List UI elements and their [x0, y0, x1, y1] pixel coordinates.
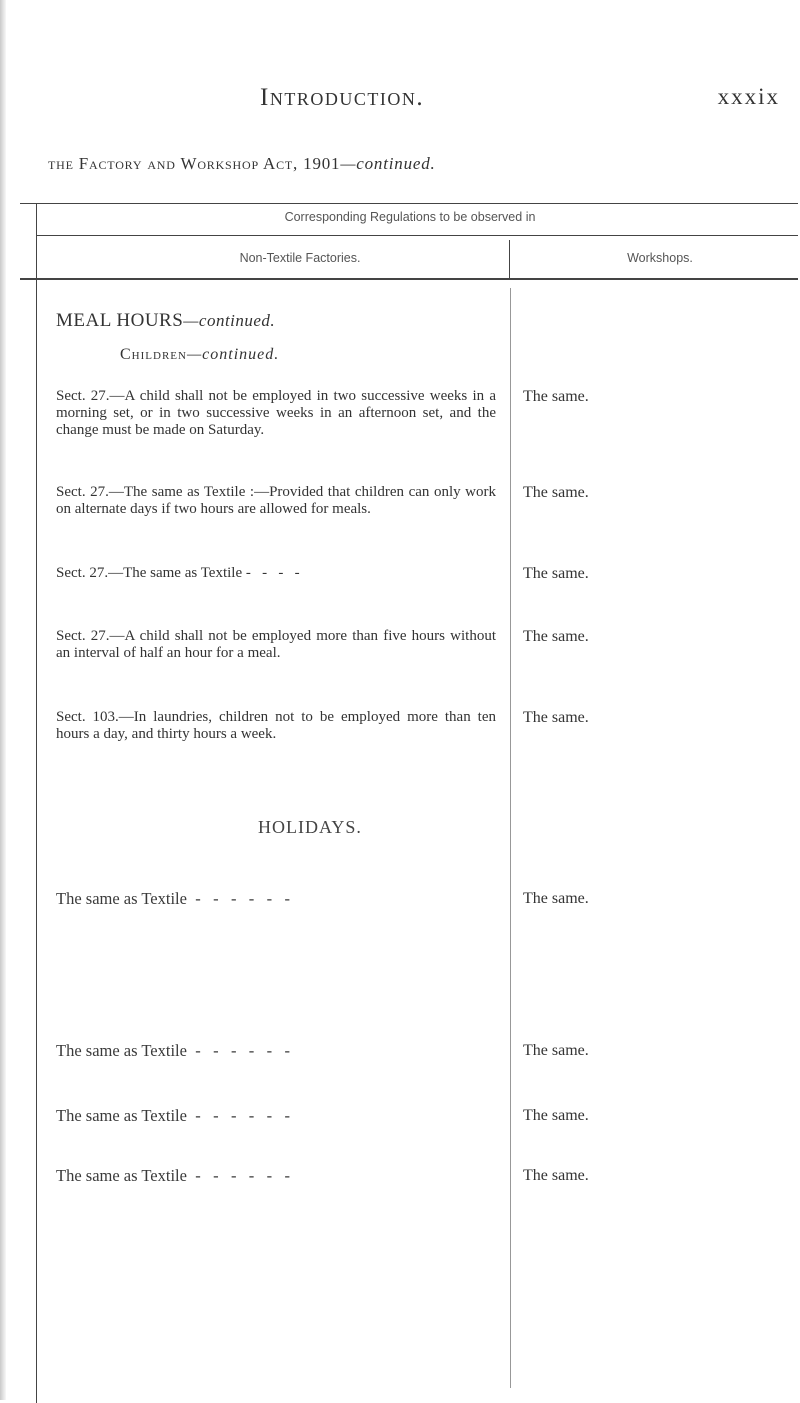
column-divider-body: [510, 288, 511, 1388]
book-edge: [0, 0, 6, 1400]
table-top-rule: [20, 203, 798, 204]
page-number: xxxix: [717, 84, 780, 109]
column-header-non-textile: Non-Textile Factories.: [239, 251, 361, 265]
workshop-text: The same.: [523, 709, 589, 726]
column-divider-header: [509, 240, 510, 278]
meal-hours-label: MEAL HOURS: [56, 310, 184, 331]
provision-text: The same as Textile - - - - - -: [56, 1106, 291, 1125]
header-bottom-rule: [20, 278, 798, 280]
workshop-text: The same.: [523, 565, 589, 582]
provision-text: The same as Textile - - - - - -: [56, 889, 291, 908]
workshop-text: The same.: [523, 1167, 589, 1184]
children-continued: —continued.: [186, 346, 280, 363]
provision-text: Sect. 27.—A child shall not be employed in two successive weeks in a morning set, or in two successive weeks in an afternoon set, and the change must be made on Saturday.: [56, 388, 496, 438]
workshop-text: The same.: [523, 890, 589, 907]
workshop-text: The same.: [523, 1107, 589, 1124]
running-head: [0, 84, 800, 124]
spanning-header: Corresponding Regulations to be observed in: [284, 210, 536, 224]
header-mid-rule: [36, 235, 798, 236]
provision-text: Sect. 27.—A child shall not be employed more than five hours without an interval of half an hour for a meal.: [56, 628, 496, 661]
workshop-text: The same.: [523, 388, 589, 405]
provision-text: The same as Textile - - - - - -: [56, 1166, 291, 1185]
act-heading-title: the Factory and Workshop Act, 1901: [48, 154, 341, 173]
provision-text: The same as Textile - - - - - -: [56, 1041, 291, 1060]
holidays-title: HOLIDAYS.: [258, 817, 362, 837]
running-title: Introduction.: [260, 84, 425, 111]
children-subtitle: [120, 346, 279, 364]
column-header-workshops: Workshops.: [627, 251, 693, 265]
provision-text: Sect. 27.—The same as Textile :—Provided that children can only work on alternate days if two hours are allowed for meals.: [56, 484, 496, 517]
act-heading-continued: —continued.: [340, 154, 436, 173]
left-border-rule: [36, 203, 37, 1403]
workshop-text: The same.: [523, 484, 589, 501]
provision-text: Sect. 103.—In laundries, children not to be employed more than ten hours a day, and thirty hours a week.: [56, 709, 496, 742]
workshop-text: The same.: [523, 628, 589, 645]
act-heading: [48, 154, 436, 174]
children-label: Children: [120, 346, 187, 363]
workshop-text: The same.: [523, 1042, 589, 1059]
meal-hours-continued: —continued.: [183, 311, 276, 330]
meal-hours-title: [56, 310, 275, 332]
provision-text: Sect. 27.—The same as Textile - - - -: [56, 565, 300, 581]
